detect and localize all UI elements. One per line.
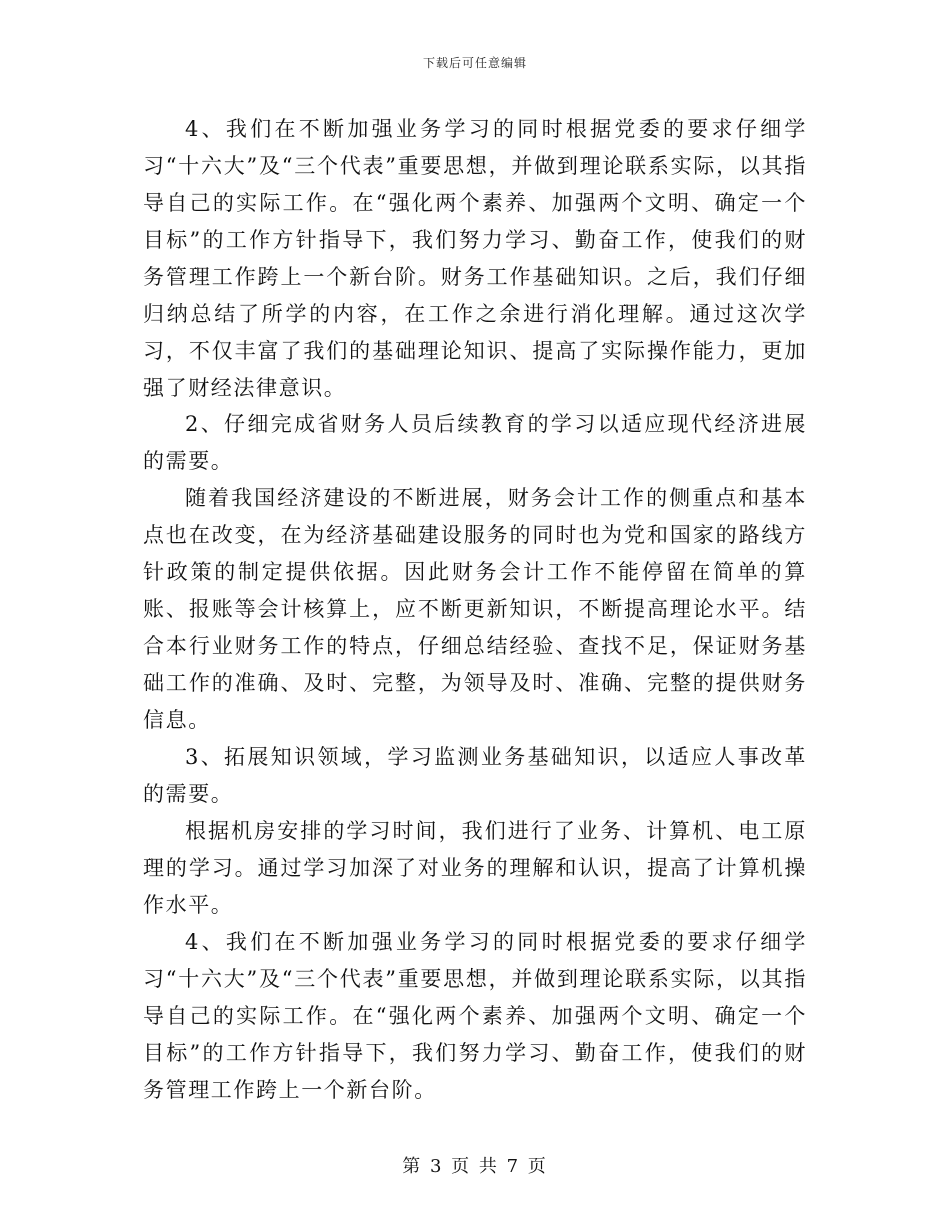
text-block-main	[143, 406, 807, 1109]
page-header: 下载后可任意编辑	[422, 56, 527, 70]
paragraph: 2、仔细完成省财务人员后续教育的学习以适应现代经济进展的需要。	[143, 412, 807, 473]
paragraph: 随着我国经济建设的不断进展，财务会计工作的侧重点和基本点也在改变，在为经济基础建设服务的同时也为党和国家的路线方针政策的制定提供依据。因此财务会计工作不能停留在简单的算账、报账等会计核算上，应不断更新知识，不断提高理论水平。结合本行业财务工作的特点，仔细总结经验、查找不足，保证财务基础工作的准确、及时、完整，为领导及时、准确、完整的提供财务信息。	[143, 486, 807, 732]
paragraph: 根据机房安排的学习时间，我们进行了业务、计算机、电工原理的学习。通过学习加深了对业务的理解和认识，提高了计算机操作水平。	[143, 819, 807, 917]
text-block-top	[143, 111, 807, 407]
paragraph: 3、拓展知识领域，学习监测业务基础知识，以适应人事改革的需要。	[143, 745, 807, 806]
paragraph: 4、我们在不断加强业务学习的同时根据党委的要求仔细学习“十六大”及“三个代表”重要思想，并做到理论联系实际，以其指导自己的实际工作。在“强化两个素养、加强两个文明、确定一个目标”的工作方针指导下，我们努力学习、勤奋工作，使我们的财务管理工作跨上一个新台阶。财务工作基础知识。之后，我们仔细归纳总结了所学的内容，在工作之余进行消化理解。通过这次学习，不仅丰富了我们的基础理论知识、提高了实际操作能力，更加强了财经法律意识。	[143, 117, 807, 400]
page-number: 第 3 页 共 7 页	[402, 1156, 548, 1177]
paragraph: 4、我们在不断加强业务学习的同时根据党委的要求仔细学习“十六大”及“三个代表”重要思想，并做到理论联系实际，以其指导自己的实际工作。在“强化两个素养、加强两个文明、确定一个目标”的工作方针指导下，我们努力学习、勤奋工作，使我们的财务管理工作跨上一个新台阶。	[143, 930, 807, 1102]
